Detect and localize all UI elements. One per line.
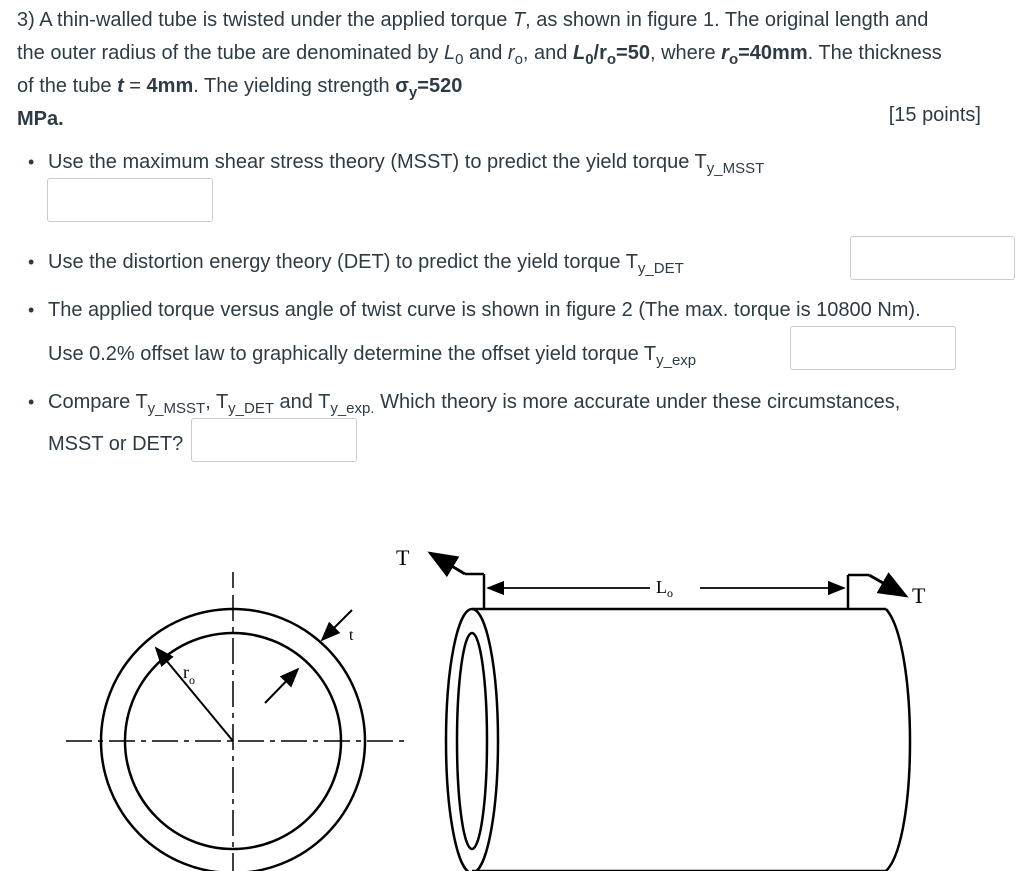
ty-det-input[interactable] — [850, 236, 1015, 280]
ty-exp-input[interactable] — [790, 326, 956, 370]
radius-arrow — [156, 648, 233, 741]
label-t: t — [349, 627, 354, 644]
label-L0: $L_o$ — [656, 577, 673, 600]
bullet-offset: • The applied torque versus angle of twist curve is shown in figure 2 (The max. torque is 10800 Nm). — [48, 294, 1018, 327]
bullet-det: • Use the distortion energy theory (DET) to predict the yield torque $T_{y\_DET}$ — [48, 246, 1018, 279]
problem-statement — [17, 4, 1019, 136]
problem-line-3: of the tube t = 4mm. The yielding strength $\sigma_y=520$ — [17, 75, 463, 101]
thickness-arrow-outer — [322, 610, 352, 640]
cross-section — [66, 572, 404, 871]
bullet-offset-line2: Use 0.2% offset law to graphically determine the offset yield torque $T_{y\_exp}$ — [48, 343, 697, 369]
torque-arrow-right — [848, 575, 906, 609]
bullet-compare: • Compare $T_{y\_MSST}$, $T_{y\_DET}$ and $T_{y\_exp.}$ Which theory is more accurate under these circumstances, — [48, 386, 1018, 419]
problem-line-1: 3) A thin-walled tube is twisted under the applied torque T, as shown in figure 1. The original length and — [17, 9, 929, 31]
problem-line-2: the outer radius of the tube are denominated by $L_0$ and $r_o$, and $L_0/r_o=50$, where $r_o=40mm$. The thickness — [17, 42, 942, 68]
comparison-input[interactable] — [191, 418, 357, 462]
figure-1-tube — [0, 530, 1035, 871]
points-label: [15 points] — [888, 104, 981, 126]
label-torque-right: T — [912, 583, 926, 608]
bullet-msst: • Use the maximum shear stress theory (MSST) to predict the yield torque $T_{y\_MSST}$ — [48, 146, 1018, 179]
label-torque-top: T — [396, 545, 410, 570]
torque-arrow-left — [430, 553, 484, 609]
bullet-compare-line2: MSST or DET? — [48, 433, 184, 455]
tube-side-view — [446, 609, 910, 871]
ty-msst-input[interactable] — [47, 178, 213, 222]
problem-line-4: MPa. — [17, 108, 64, 130]
label-r0: $r_o$ — [183, 662, 195, 687]
thickness-arrow-inner — [265, 669, 298, 703]
